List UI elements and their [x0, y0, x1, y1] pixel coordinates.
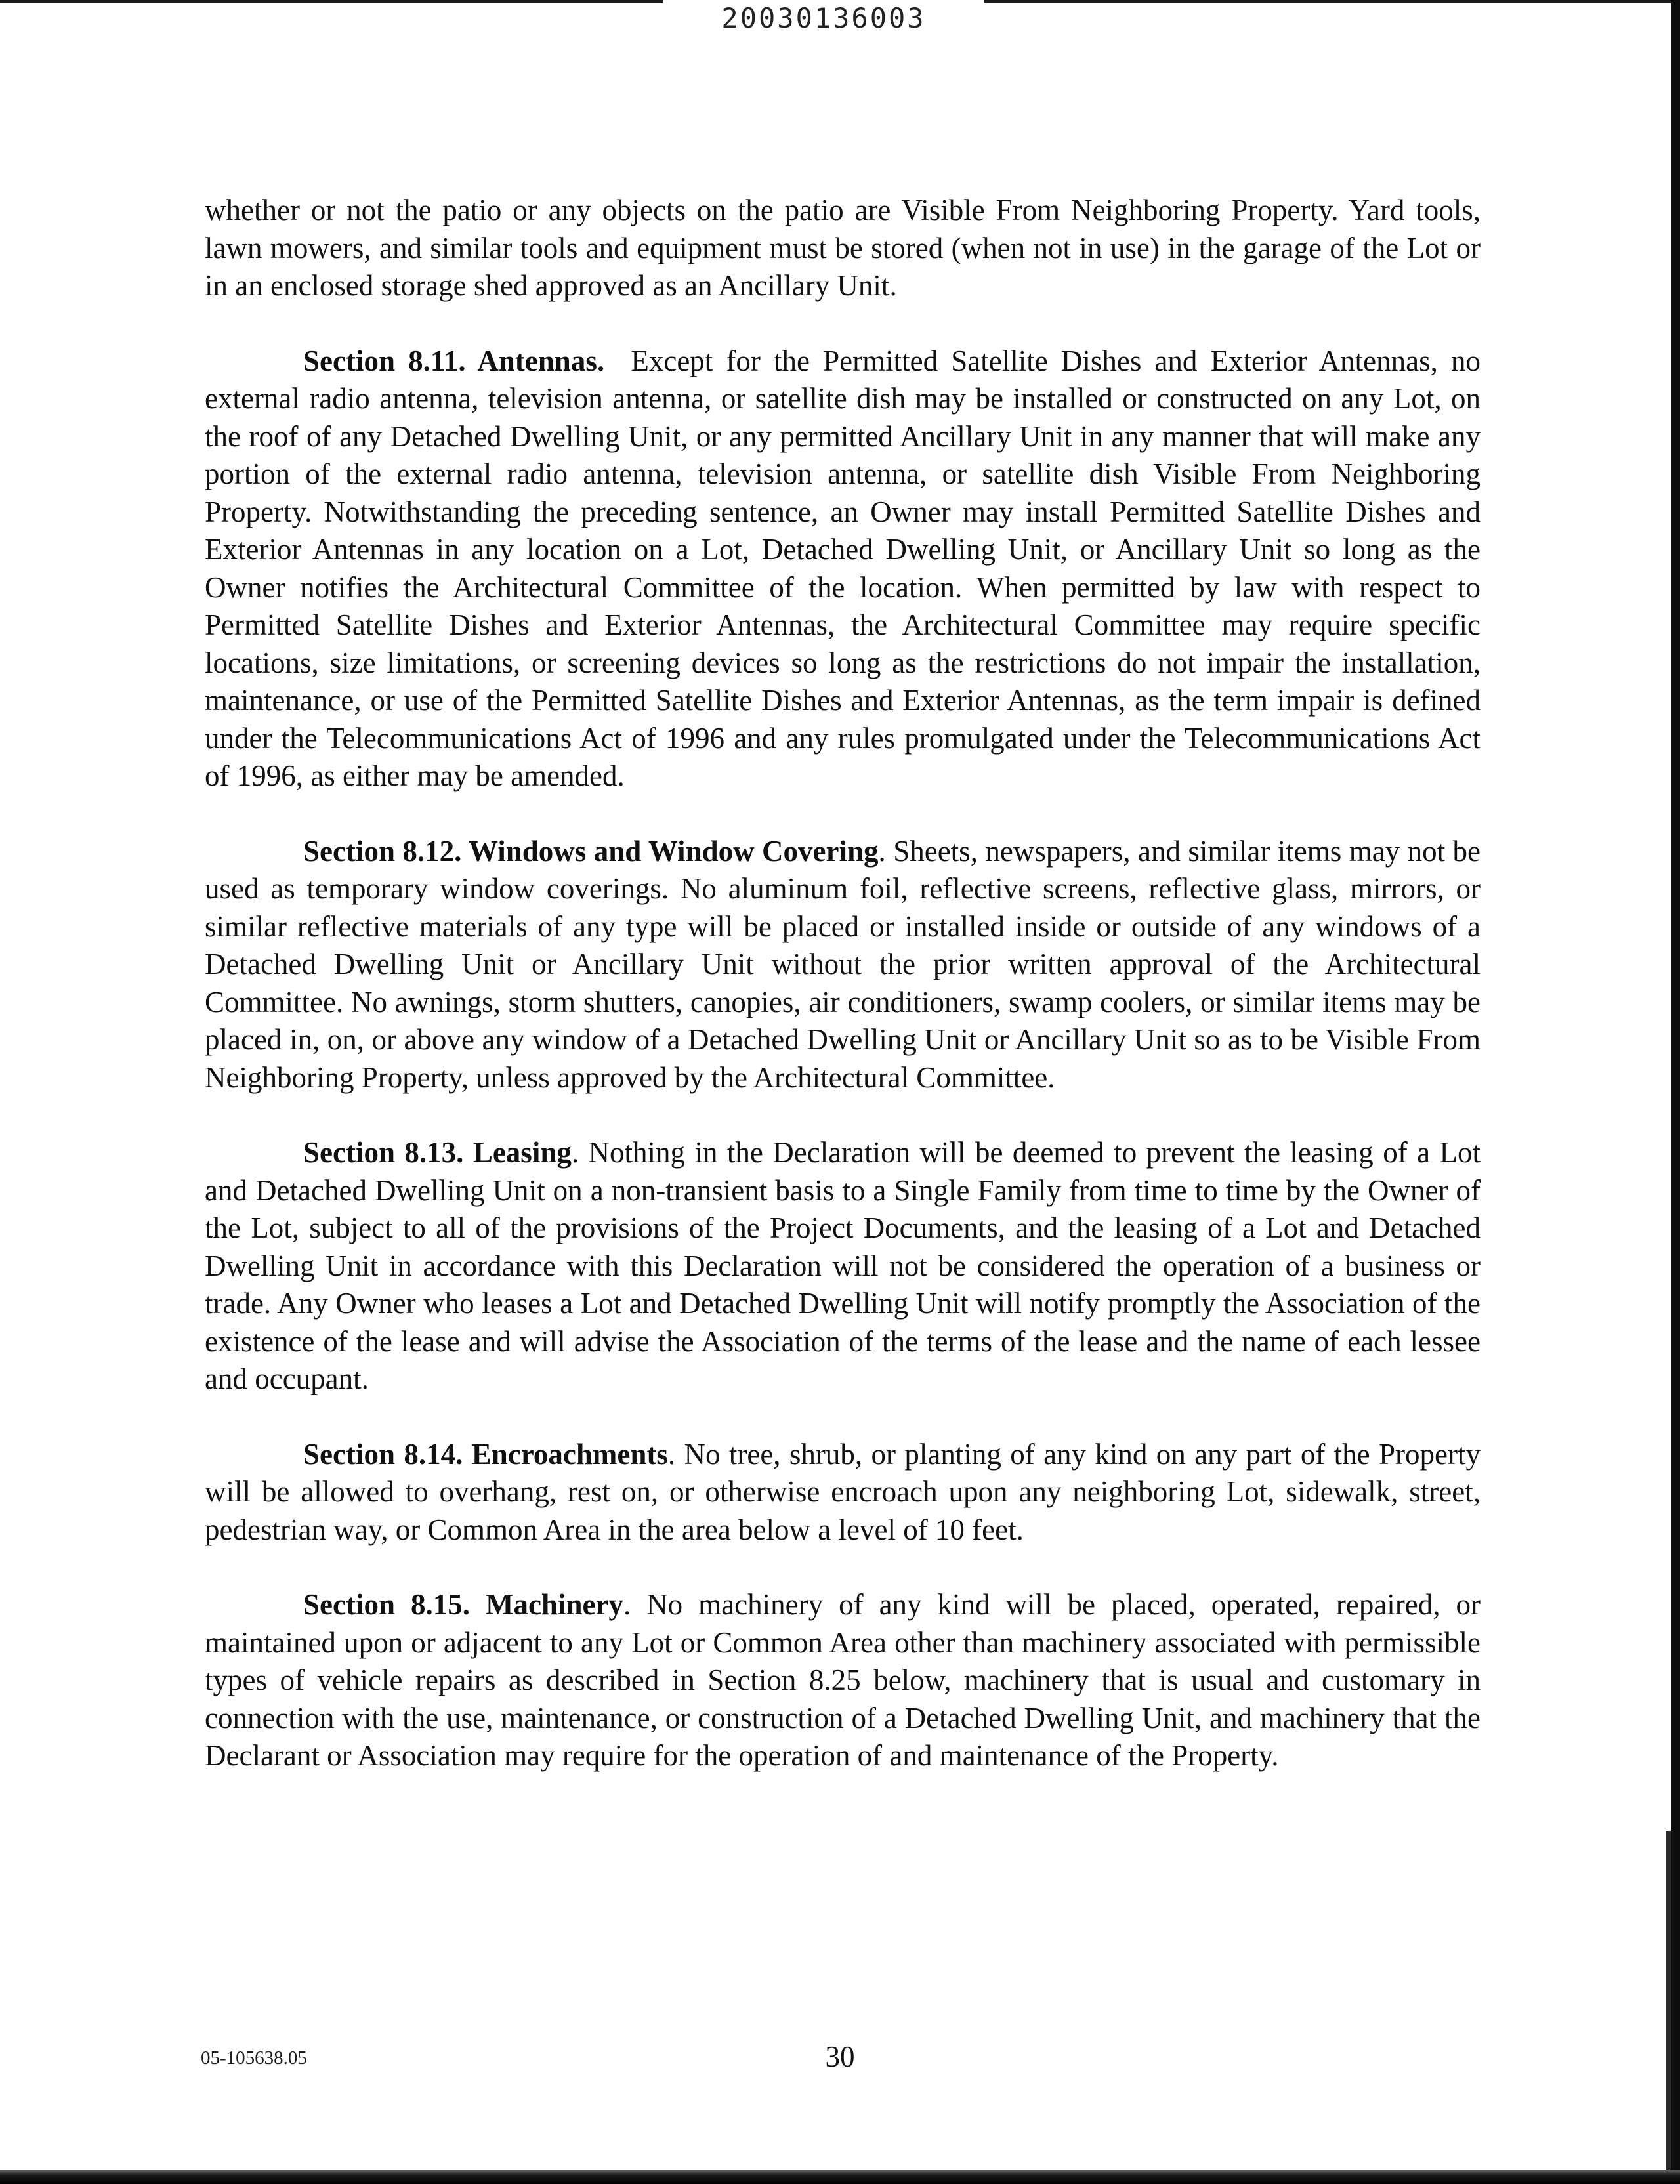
page-number: 30 — [825, 2040, 855, 2073]
section-heading: Section 8.13. Leasing — [303, 1136, 572, 1169]
scan-edge-bottom — [0, 2170, 1680, 2184]
section-8-14-encroachments — [205, 1436, 1480, 1549]
section-heading: Section 8.12. Windows and Window Covering — [303, 834, 879, 868]
section-8-11-antennas — [205, 343, 1480, 795]
paragraph-text: whether or not the patio or any objects on the patio are Visible From Neighboring Property. Yard tools, lawn mowers, and similar tools and equipment must be stored (when not in use) in the garage of the Lot or in an enclosed storage shed approved as an Ancillary Unit. — [205, 194, 1480, 302]
section-text: . No tree, shrub, or planting of any kind on any part of the Property will be allowed to overhang, rest on, or otherwise encroach upon any neighboring Lot, sidewalk, street, pedestrian way, or Common Area in the area below a level of 10 feet. — [205, 1437, 1480, 1546]
section-8-12-windows — [205, 833, 1480, 1097]
section-text: Except for the Permitted Satellite Dishes and Exterior Antennas, no external radio antenna, television antenna, or satellite dish may be installed or constructed on any Lot, on the roof of any Detached Dwelling Unit, or any permitted Ancillary Unit in any manner that will make any portion of the external radio antenna, television antenna, or satellite dish Visible From Neighboring Property. Notwithstanding the preceding sentence, an Owner may install Permitted Satellite Dishes and Exterior Antennas in any location on a Lot, Detached Dwelling Unit, or Ancillary Unit so long as the Owner notifies the Architectural Committee of the location. When permitted by law with respect to Permitted Satellite Dishes and Exterior Antennas, the Architectural Committee may require specific locations, size limitations, or screening devices so long as the restrictions do not impair the installation, maintenance, or use of the Permitted Satellite Dishes and Exterior Antennas, as the term impair is defined under the Telecommunications Act of 1996 and any rules promulgated under the Telecommunications Act of 1996, as either may be amended. — [205, 344, 1480, 792]
section-text: . Nothing in the Declaration will be deemed to prevent the leasing of a Lot and Detached Dwelling Unit on a non-transient basis to a Single Family from time to time by the Owner of the Lot, subject to all of the provisions of the Project Documents, and the leasing of a Lot and Detached Dwelling Unit in accordance with this Declaration will not be considered the operation of a business or trade. Any Owner who leases a Lot and Detached Dwelling Unit will notify promptly the Association of the existence of the lease and will advise the Association of the terms of the lease and the name of each lessee and occupant. — [205, 1136, 1480, 1395]
header-rule-right — [984, 0, 1680, 3]
scan-edge-right — [1671, 0, 1680, 2184]
section-heading: Section 8.14. Encroachments — [303, 1437, 668, 1471]
section-text: . Sheets, newspapers, and similar items may not be used as temporary window coverings. No aluminum foil, reflective screens, reflective glass, mirrors, or similar reflective materials of any type will be placed or installed inside or outside of any windows of a Detached Dwelling Unit or Ancillary Unit without the prior written approval of the Architectural Committee. No awnings, storm shutters, canopies, air conditioners, swamp coolers, or similar items may be placed in, on, or above any window of a Detached Dwelling Unit or Ancillary Unit so as to be Visible From Neighboring Property, unless approved by the Architectural Committee. — [205, 834, 1481, 1094]
section-8-13-leasing — [205, 1134, 1480, 1398]
header-rule-left — [0, 0, 663, 3]
scan-edge-right-inner — [1666, 1831, 1671, 2184]
section-heading: Section 8.15. Machinery — [303, 1588, 623, 1621]
document-code: 05-105638.05 — [201, 2048, 307, 2068]
recording-number: 20030136003 — [721, 2, 926, 34]
section-heading: Section 8.11. Antennas. — [303, 344, 605, 377]
paragraph-continued — [205, 192, 1480, 305]
section-text: . No machinery of any kind will be placed, operated, repaired, or maintained upon or adjacent to any Lot or Common Area other than machinery associated with permissible types of vehicle repairs as described in Section 8.25 below, machinery that is usual and customary in connection with the use, maintenance, or construction of a Detached Dwelling Unit, and machinery that the Declarant or Association may require for the operation of and maintenance of the Property. — [205, 1588, 1480, 1772]
section-8-15-machinery — [205, 1586, 1480, 1775]
document-body — [205, 192, 1480, 1813]
